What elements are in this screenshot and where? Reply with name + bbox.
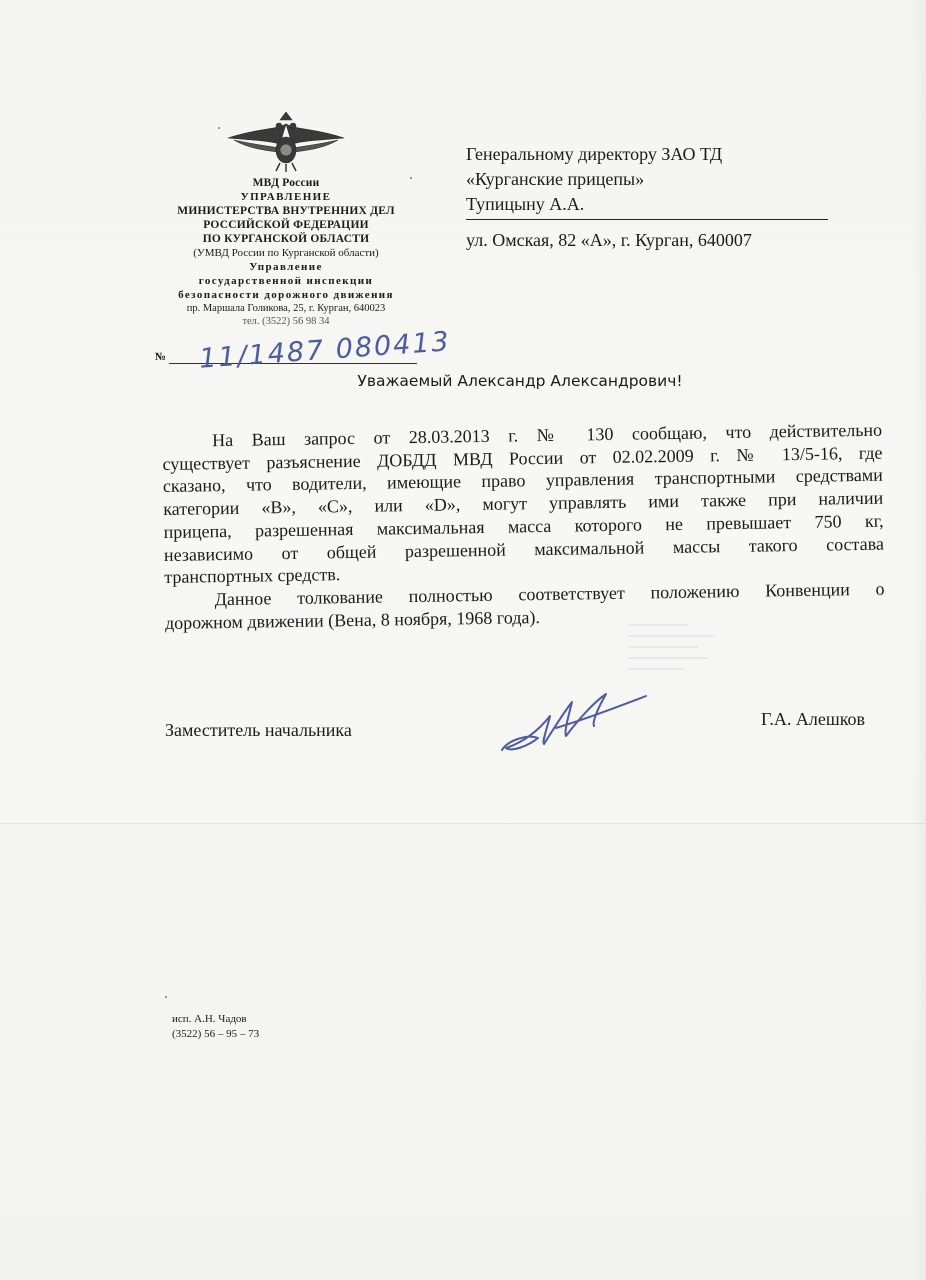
body-line: сказано, что водители, имеющие право управления транспортными средствами	[162, 465, 883, 497]
letterhead-address: пр. Маршала Голикова, 25, г. Курган, 640023	[186, 303, 386, 314]
executor-footer	[172, 1012, 259, 1042]
letterhead-phone: тел. (3522) 56 98 34	[242, 316, 330, 327]
addressee-divider	[466, 219, 828, 220]
signer-position: Заместитель начальника	[165, 720, 352, 740]
handwritten-registration-number: 11/1487 080413	[198, 326, 452, 375]
body-line: существует разъяснение ДОБДД МВД России от 02.02.2009 г. № 13/5-16, где	[162, 442, 883, 474]
letterhead-federation: РОССИЙСКОЙ ФЕДЕРАЦИИ	[203, 219, 369, 231]
bleed-through-marks	[628, 624, 718, 684]
letterhead-road-safety: безопасности дорожного движения	[178, 289, 394, 301]
signer-name: Г.А. Алешков	[761, 709, 866, 729]
addressee-block	[466, 142, 828, 253]
letterhead-ministry: МВД России	[252, 177, 320, 189]
letter-body	[162, 419, 885, 635]
handwritten-signature-icon	[498, 688, 650, 762]
body-line: На Ваш запрос от 28.03.2013 г. № 130 сообщаю, что действительно	[212, 419, 883, 451]
speck	[410, 177, 412, 179]
body-line: дорожном движении (Вена, 8 ноября, 1968 года).	[164, 606, 541, 633]
number-label: №	[155, 351, 167, 363]
addressee-address: ул. Омская, 82 «А», г. Курган, 640007	[466, 230, 752, 250]
body-line: Данное толкование полностью соответствует положению Конвенции о	[214, 578, 885, 610]
addressee-position: Генеральному директору ЗАО ТД	[466, 144, 723, 164]
letterhead-ministry-full: МИНИСТЕРСТВА ВНУТРЕННИХ ДЕЛ	[177, 205, 395, 217]
letterhead-abbreviation: (УМВД России по Курганской области)	[193, 247, 379, 259]
page-fold-line	[0, 823, 926, 824]
addressee-company: «Курганские прицепы»	[466, 169, 645, 189]
speck	[218, 127, 220, 129]
letterhead-department: Управление	[249, 261, 323, 273]
letterhead-region: ПО КУРГАНСКОЙ ОБЛАСТИ	[202, 233, 370, 245]
letterhead-directorate: УПРАВЛЕНИЕ	[240, 191, 332, 203]
executor-phone: (3522) 56 – 95 – 73	[172, 1028, 260, 1040]
body-line: прицепа, разрешенная максимальная масса которого не превышает 750 кг,	[163, 510, 884, 542]
letterhead	[140, 176, 432, 328]
letterhead-inspection: государственной инспекции	[198, 275, 374, 287]
body-line: независимо от общей разрешенной максимальной массы такого состава	[163, 533, 885, 565]
double-headed-eagle-emblem-icon	[222, 110, 350, 174]
addressee-name: Тупицыну А.А.	[466, 194, 585, 214]
body-line: категории «В», «С», или «D», могут управлять ими также при наличии	[163, 487, 884, 520]
salutation: Уважаемый Александр Александрович!	[357, 372, 683, 390]
speck	[165, 996, 167, 998]
page-edge-shadow	[912, 0, 926, 1280]
outgoing-number-line	[155, 326, 452, 375]
body-line: транспортных средств.	[164, 564, 341, 588]
executor-name: исп. А.Н. Чадов	[172, 1013, 247, 1025]
